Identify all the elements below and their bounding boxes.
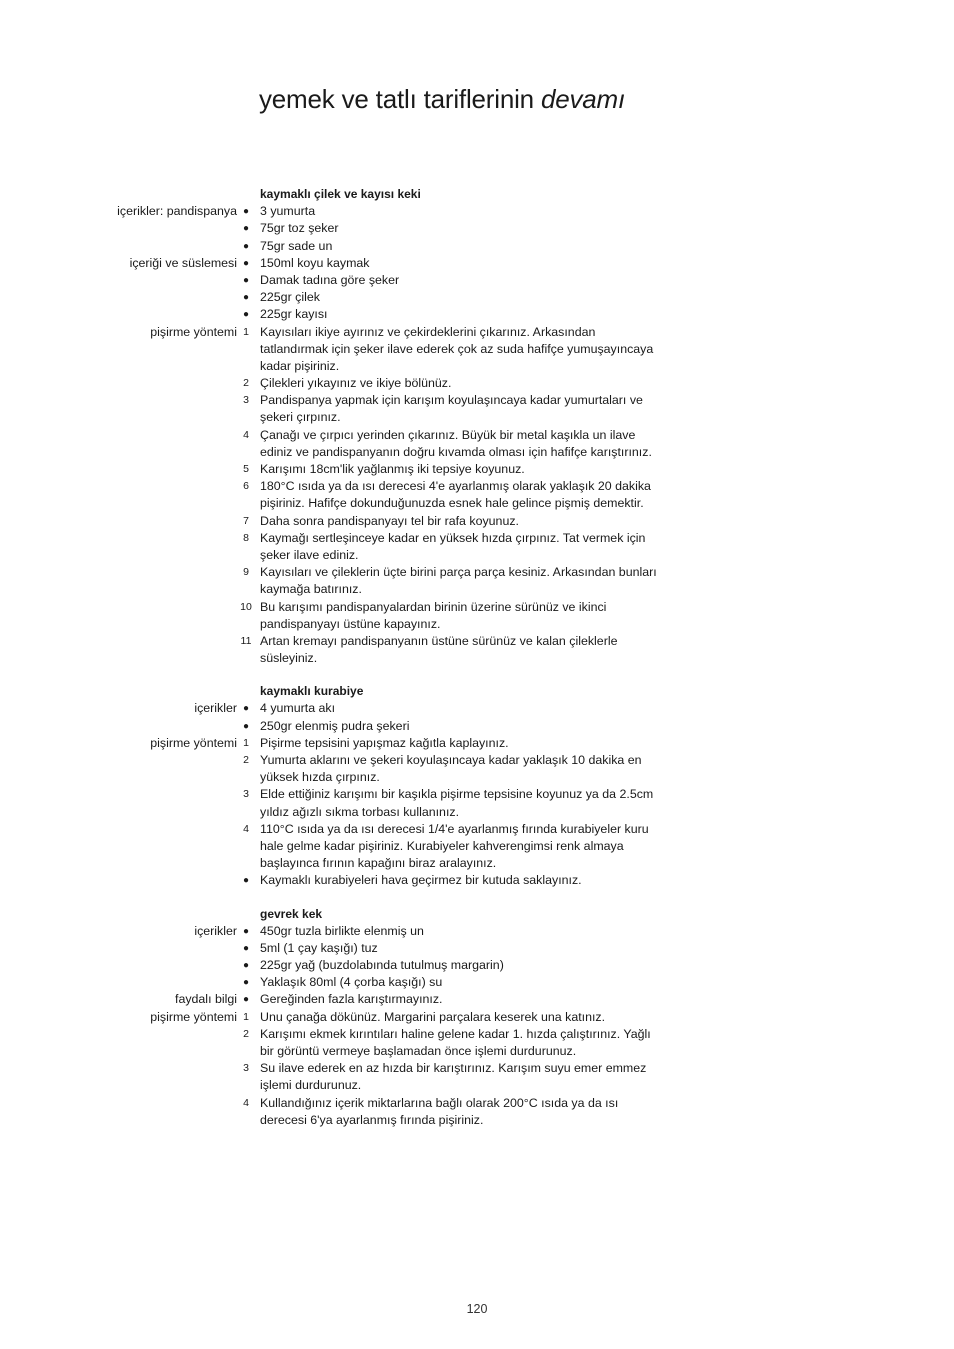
recipe-line [0,358,954,375]
recipe-section [0,906,954,1129]
recipe-line [0,495,954,512]
page-title [259,84,625,115]
step-number: 5 [243,463,249,475]
section-label: içeriği ve süslemesi [129,255,237,270]
instruction-text: Pişirme tepsisini yapışmaz kağıtla kaplayınız. [260,735,509,750]
instruction-text: Kullandığınız içerik miktarlarına bağlı olarak 200°C ısıda ya da ısı [260,1095,619,1110]
step-number: 6 [243,480,249,493]
step-number: 11 [240,634,252,647]
recipe-line [0,255,954,272]
recipe-heading-row [0,683,954,700]
recipe-line [0,838,954,855]
recipe-line [0,599,954,616]
instruction-text: başlayınca fırının kapağını biraz aralayınız. [260,856,497,871]
recipe-line [0,306,954,323]
recipe-line [0,203,954,220]
recipe-line [0,855,954,872]
recipe-line [0,616,954,633]
instruction-text: Artan kremayı pandispanyanın üstüne sürünüz ve kalan çileklerle [260,633,618,648]
instruction-text: 75gr toz şeker [260,221,339,236]
recipe-line [0,427,954,444]
recipe-section [0,683,954,889]
page-number: 120 [466,1302,488,1316]
instruction-text: 250gr elenmiş pudra şekeri [260,718,410,733]
instruction-text: 180°C ısıda ya da ısı derecesi 4'e ayarlanmış olarak yaklaşık 20 dakika [260,479,651,494]
section-label: içerikler: pandispanya [117,204,237,219]
recipe-line [0,735,954,752]
instruction-text: ediniz ve pandispanyanın doğru kıvamda olması için hafifçe karıştırınız. [260,444,652,459]
section-label: pişirme yöntemi [150,735,237,750]
bullet-icon: ● [242,257,250,269]
instruction-text: bir görüntü vermeye başlamadan önce işlemi durdurunuz. [260,1044,577,1058]
instruction-text: Karışımı 18cm'lik yağlanmış iki tepsiye koyunuz. [260,462,525,476]
instruction-text: 75gr sade un [260,238,333,253]
instruction-text: Elde ettiğiniz karışımı bir kaşıkla pişirme tepsisine koyunuz ya da 2.5cm [260,787,654,802]
bullet-icon: ● [242,703,250,715]
recipe-line [0,341,954,358]
recipe-section [0,186,954,667]
bullet-icon: ● [242,942,250,954]
instruction-text: şekeri çırpınız. [260,410,341,425]
recipe-line [0,444,954,461]
bullet-icon: ● [242,309,250,321]
bullet-icon: ● [242,206,250,218]
step-number: 2 [243,1027,249,1040]
step-number: 3 [243,788,249,801]
instruction-text: 150ml koyu kaymak [260,255,370,270]
instruction-text: Yumurta aklarını ve şekeri koyulaşıncaya kadar yaklaşık 10 dakika en [260,753,642,767]
step-number: 3 [243,1062,249,1075]
instruction-text: şeker ilave ediniz. [260,547,359,562]
step-number: 1 [243,325,249,338]
section-label: faydalı bilgi [175,992,237,1007]
recipe-line [0,547,954,564]
section-label: içerikler [194,923,237,938]
step-number: 1 [243,1010,249,1023]
section-label: pişirme yöntemi [150,1009,237,1024]
recipe-heading-row [0,186,954,203]
recipe-line [0,238,954,255]
instruction-text: 225gr kayısı [260,307,328,322]
recipe-line [0,974,954,991]
instruction-text: Daha sonra pandispanyayı tel bir rafa koyunuz. [260,513,519,528]
step-number: 4 [243,1096,249,1109]
section-label: içerikler [194,701,237,716]
bullet-icon: ● [242,223,250,235]
instruction-text: kadar pişiriniz. [260,358,340,373]
recipe-line [0,769,954,786]
recipe-line [0,1077,954,1094]
recipe-line [0,804,954,821]
instruction-text: 450gr tuzla birlikte elenmiş un [260,923,424,938]
instruction-text: Kayısıları ikiye ayırınız ve çekirdeklerini çıkarınız. Arkasından [260,324,596,339]
recipe-line [0,650,954,667]
recipe-line [0,1009,954,1026]
recipe-line [0,991,954,1008]
step-number: 3 [243,394,249,407]
instruction-text: Karışımı ekmek kırıntıları haline gelene kadar 1. hızda çalıştırınız. Yağlı [260,1026,651,1041]
step-number: 8 [243,531,249,544]
recipe-title: gevrek kek [260,906,323,921]
bullet-icon: ● [242,960,250,972]
step-number: 9 [243,566,249,579]
recipe-line [0,478,954,495]
recipe-line [0,324,954,341]
instruction-text: Pandispanya yapmak için karışım koyulaşıncaya kadar yumurtaları ve [260,393,643,408]
instruction-text: 225gr yağ (buzdolabında tutulmuş margarin) [260,958,504,973]
recipe-line [0,1112,954,1129]
instruction-text: Damak tadına göre şeker [260,272,400,287]
instruction-text: tatlandırmak için şeker ilave ederek çok az suda hafifçe yumuşayıncaya [260,341,654,356]
recipe-line [0,718,954,735]
instruction-text: Gereğinden fazla karıştırmayınız. [260,992,443,1007]
instruction-text: işlemi durdurunuz. [260,1078,362,1093]
bullet-icon: ● [242,292,250,304]
instruction-text: pandispanyayı üstüne kapayınız. [260,616,441,631]
recipe-line [0,581,954,598]
step-number: 4 [243,428,249,441]
instruction-text: kaymağa batırınız. [260,582,362,597]
bullet-icon: ● [242,977,250,989]
step-number: 7 [243,514,249,527]
instruction-text: 110°C ısıda ya da ısı derecesi 1/4'e ayarlanmış fırında kurabiyeler kuru [260,821,649,836]
instruction-text: pişiriniz. Hafifçe dokunduğunuzda esnek hale gelince pişmiş demektir. [260,496,644,511]
step-number: 1 [243,736,249,749]
instruction-text: Yaklaşık 80ml (4 çorba kaşığı) su [260,975,443,990]
step-number: 4 [243,822,249,835]
recipe-title: kaymaklı kurabiye [260,684,364,699]
instruction-text: 3 yumurta [260,204,316,219]
instruction-text: yıldız ağızlı sıkma torbası kullanınız. [260,804,460,819]
recipe-line [0,872,954,889]
instruction-text: yüksek hızda çırpınız. [260,770,380,785]
instruction-text: 4 yumurta akı [260,701,336,716]
recipe-line [0,633,954,650]
bullet-icon: ● [242,925,250,937]
page-title-main: yemek ve tatlı tariflerinin [259,84,534,114]
recipe-line [0,530,954,547]
recipe-line [0,564,954,581]
recipe-line [0,821,954,838]
recipe-line [0,1060,954,1077]
instruction-text: Çanağı ve çırpıcı yerinden çıkarınız. Büyük bir metal kaşıkla un ilave [260,427,636,442]
recipe-line [0,923,954,940]
recipe-line [0,1095,954,1112]
bullet-icon: ● [242,875,250,887]
recipe-heading-row [0,906,954,923]
instruction-text: Unu çanağa dökünüz. Margarini parçalara keserek una katınız. [260,1009,606,1024]
recipe-line [0,513,954,530]
recipe-line [0,289,954,306]
recipe-line [0,220,954,237]
instruction-text: Kaymağı sertleşinceye kadar en yüksek hızda çırpınız. Tat vermek için [260,530,646,545]
bullet-icon: ● [242,720,250,732]
recipe-line [0,786,954,803]
recipe-line [0,272,954,289]
recipe-line [0,375,954,392]
instruction-text: 5ml (1 çay kaşığı) tuz [260,940,378,955]
recipe-line [0,1043,954,1060]
bullet-icon: ● [242,994,250,1006]
section-label: pişirme yöntemi [150,324,237,339]
page-title-italic: devamı [540,84,626,114]
recipe-line [0,1026,954,1043]
step-number: 10 [240,600,252,613]
step-number: 2 [243,754,249,766]
recipe-content [0,186,954,1145]
recipe-line [0,940,954,957]
instruction-text: 225gr çilek [260,290,320,305]
instruction-text: Çilekleri yıkayınız ve ikiye bölünüz. [260,376,452,391]
bullet-icon: ● [242,240,250,252]
recipe-line [0,752,954,769]
instruction-text: Su ilave ederek en az hızda bir karıştırınız. Karışım suyu emer emmez [260,1061,647,1076]
instruction-text: derecesi 6'ya ayarlanmış fırında pişiriniz. [260,1112,484,1127]
recipe-line [0,409,954,426]
recipe-title: kaymaklı çilek ve kayısı keki [260,187,421,201]
instruction-text: Kayısıları ve çileklerin üçte birini parça parça kesiniz. Arkasından bunları [260,565,657,580]
recipe-line [0,700,954,717]
recipe-line [0,957,954,974]
instruction-text: Bu karışımı pandispanyalardan birinin üzerine sürünüz ve ikinci [260,599,607,614]
bullet-icon: ● [242,274,250,286]
instruction-text: süsleyiniz. [260,651,318,666]
recipe-line [0,461,954,478]
step-number: 2 [243,377,249,390]
instruction-text: hale gelme kadar pişiriniz. Kurabiyeler kahverengimsi renk almaya [260,838,624,853]
instruction-text: Kaymaklı kurabiyeleri hava geçirmez bir kutuda saklayınız. [260,873,582,888]
recipe-line [0,392,954,409]
